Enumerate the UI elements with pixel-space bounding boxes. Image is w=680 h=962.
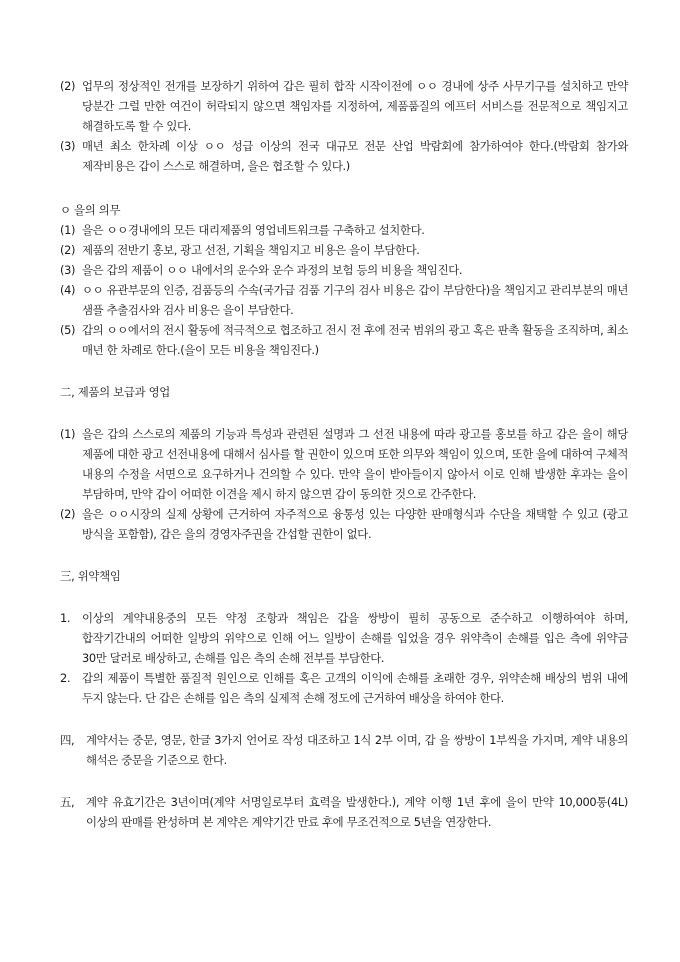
section2-item-1 <box>60 424 628 504</box>
item-number: (3) <box>60 263 76 277</box>
item-text: 을은 갑의 스스로의 제품의 기능과 특성과 관련된 설명과 그 선전 내용에 따라 광고를 홍보를 하고 갑은 을이 해당 제품에 대한 광고 선전내용에 대해서 심사를 할 권한이 있으며 또한 의무와 책임이 있으며, 또한 을에 대하여 구체적 내용의 수정을 서면으로 요구하거나 건의할 수 있다. 만약 을이 받아들이지 않아서 이로 인해 발생한 후과는 을이 부담하며, 만약 갑이 어떠한 이견을 제시 하지 않으면 갑이 동의한 것으로 간주한다. <box>82 427 628 501</box>
section3-item-1 <box>60 608 628 668</box>
section2-item-2 <box>60 504 628 544</box>
item-text: 매년 최소 한차례 이상 ㅇㅇ 성급 이상의 전국 대규모 전문 산업 박람회에 참가하여야 한다.(박람회 참가와 제작비용은 갑이 스스로 해결하며, 을은 협조할 수 있다.) <box>82 139 628 173</box>
eul-duty-item-3 <box>60 260 628 280</box>
eul-duty-item-2 <box>60 240 628 260</box>
clause-text: 계약서는 중문, 영문, 한글 3가지 언어로 작성 대조하고 1식 2부 이며, 갑 을 쌍방이 1부씩을 가지며, 계약 내용의 해석은 중문을 기준으로 한다. <box>86 733 628 767</box>
item-number: (2) <box>60 507 76 521</box>
item-number: (2) <box>60 243 76 257</box>
item-number: (5) <box>60 323 76 337</box>
section5-clause <box>60 792 628 832</box>
item-number: (1) <box>60 427 76 441</box>
section1-item-2 <box>60 76 628 136</box>
eul-duty-item-5 <box>60 320 628 360</box>
item-text: 을은 ㅇㅇ경내에의 모든 대리제품의 영업네트워크를 구축하고 설치한다. <box>82 223 425 237</box>
item-text: 업무의 정상적인 전개를 보장하기 위하여 갑은 필히 합작 시작이전에 ㅇㅇ 경내에 상주 사무기구를 설치하고 만약 당분간 그럴 만한 여건이 허락되지 않으면 책임자를 지정하여, 제품품질의 에프터 서비스를 전문적으로 책임지고 해결하도록 할 수 있다. <box>82 79 628 133</box>
item-number: (4) <box>60 283 76 297</box>
item-text: 이상의 계약내용중의 모든 약정 조항과 책임은 갑을 쌍방이 필히 공동으로 준수하고 이행하여야 하며, 합작기간내의 어떠한 일방의 위약으로 인해 어느 일방이 손해를 입었을 경우 위약측이 손해를 입은 측에 위약금 30만 달러로 배상하고, 손해를 입은 측의 손해 전부를 부담한다. <box>82 611 628 665</box>
eul-duties-heading: ㅇ 을의 의무 <box>60 203 121 217</box>
section3-item-2 <box>60 668 628 708</box>
clause-text: 계약 유효기간은 3년이며(계약 서명일로부터 효력을 발생한다.), 계약 이행 1년 후에 을이 만약 10,000통(4L)이상의 판매를 완성하며 본 계약은 계약기간 만료 후에 무조건적으로 5년을 연장한다. <box>86 795 628 829</box>
section2-heading: 二, 제품의 보급과 영업 <box>60 385 171 399</box>
section3-heading: 三, 위약책임 <box>60 569 121 583</box>
item-text: 갑의 제품이 특별한 품질적 원인으로 인해를 혹은 고객의 이익에 손해를 초래한 경우, 위약손해 배상의 범위 내에 두지 않는다. 단 갑은 손해를 입은 측의 실제적 손해 정도에 근거하여 배상을 하여야 한다. <box>82 671 628 705</box>
contract-page <box>60 76 628 832</box>
item-text: 을은 갑의 제품이 ㅇㅇ 내에서의 운수와 운수 과정의 보험 등의 비용을 책임진다. <box>82 263 463 277</box>
item-text: 갑의 ㅇㅇ에서의 전시 활동에 적극적으로 협조하고 전시 전 후에 전국 범위의 광고 혹은 판촉 활동을 조직하며, 최소 매년 한 차례로 한다.(을이 모든 비용을 책임진다.) <box>82 323 628 357</box>
section1-item-3 <box>60 136 628 176</box>
item-text: 을은 ㅇㅇ시장의 실제 상황에 근거하여 자주적으로 융통성 있는 다양한 판매형식과 수단을 채택할 수 있고 (광고 방식을 포함함), 갑은 을의 경영자주권을 간섭할 권한이 없다. <box>82 507 628 541</box>
item-text: 제품의 전반기 홍보, 광고 선전, 기획을 책임지고 비용은 을이 부담한다. <box>82 243 420 257</box>
section4-clause <box>60 730 628 770</box>
eul-duty-item-1 <box>60 220 628 240</box>
item-number: (3) <box>60 139 76 153</box>
eul-duty-item-4 <box>60 280 628 320</box>
item-number: (1) <box>60 223 76 237</box>
item-text: ㅇㅇ 유관부문의 인증, 검품등의 수속(국가급 검품 기구의 검사 비용은 갑이 부담한다)을 책임지고 관리부분의 매년 샘플 추출검사와 검사 비용은 을이 부담한다. <box>82 283 628 317</box>
section-number: 四, <box>60 733 75 747</box>
item-number: 1. <box>60 611 71 625</box>
section-number: 五, <box>60 795 75 809</box>
item-number: 2. <box>60 671 71 685</box>
item-number: (2) <box>60 79 76 93</box>
